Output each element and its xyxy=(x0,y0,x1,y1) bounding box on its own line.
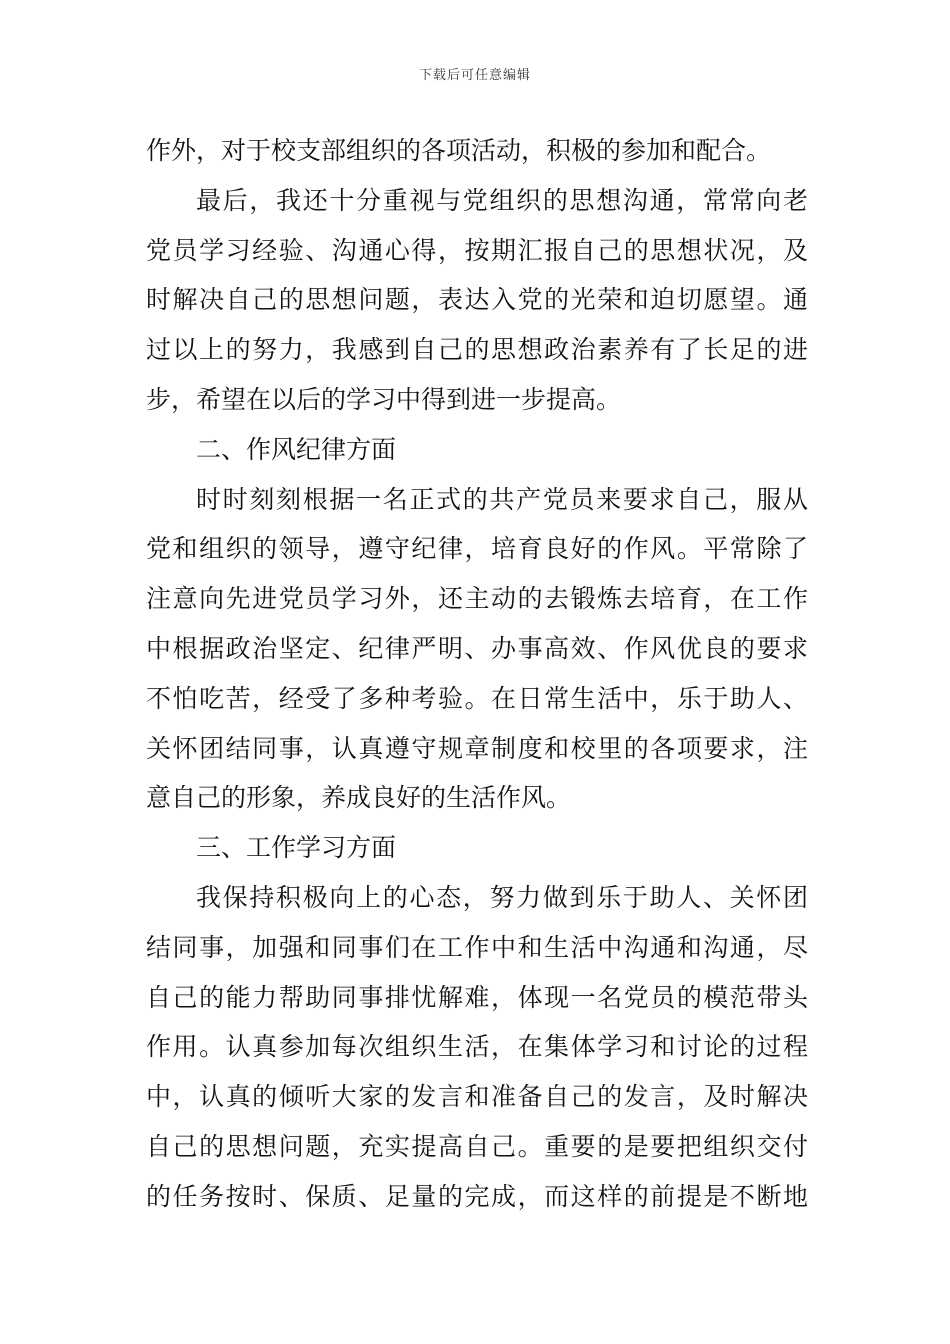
paragraph xyxy=(146,475,808,824)
text-line: 自己的思想问题，充实提高自己。重要的是要把组织交付 xyxy=(146,1131,808,1161)
text-line: 中，认真的倾听大家的发言和准备自己的发言，及时解决 xyxy=(146,1082,808,1112)
text-line: 最后，我还十分重视与党组织的思想沟通，常常向老 xyxy=(196,185,808,215)
section-heading: 二、作风纪律方面 xyxy=(196,434,397,464)
text-line: 意自己的形象，养成良好的生活作风。 xyxy=(146,783,572,813)
text-line: 注意向先进党员学习外，还主动的去锻炼去培育，在工作 xyxy=(146,584,808,614)
text-line: 我保持积极向上的心态，努力做到乐于助人、关怀团 xyxy=(196,882,808,912)
text-line: 步，希望在以后的学习中得到进一步提高。 xyxy=(146,384,622,414)
text-line: 作用。认真参加每次组织生活，在集体学习和讨论的过程 xyxy=(146,1032,808,1062)
text-line: 中根据政治坚定、纪律严明、办事高效、作风优良的要求 xyxy=(146,633,808,663)
paragraph xyxy=(146,873,808,1222)
document-body xyxy=(146,126,808,1222)
text-line: 关怀团结同事，认真遵守规章制度和校里的各项要求，注 xyxy=(146,733,808,763)
text-line: 时解决自己的思想问题，表达入党的光荣和迫切愿望。通 xyxy=(146,285,808,315)
text-line: 党员学习经验、沟通心得，按期汇报自己的思想状况，及 xyxy=(146,235,808,265)
section-heading: 三、工作学习方面 xyxy=(196,833,397,863)
text-line: 自己的能力帮助同事排忧解难，体现一名党员的模范带头 xyxy=(146,982,808,1012)
paragraph-continued xyxy=(146,126,808,176)
text-line: 党和组织的领导，遵守纪律，培育良好的作风。平常除了 xyxy=(146,534,808,564)
text-line: 的任务按时、保质、足量的完成，而这样的前提是不断地 xyxy=(146,1181,808,1211)
text-line: 时时刻刻根据一名正式的共产党员来要求自己，服从 xyxy=(196,484,808,514)
text-line: 不怕吃苦，经受了多种考验。在日常生活中，乐于助人、 xyxy=(146,683,808,713)
paragraph xyxy=(146,176,808,425)
text-line: 结同事，加强和同事们在工作中和生活中沟通和沟通，尽 xyxy=(146,932,808,962)
text-line: 过以上的努力，我感到自己的思想政治素养有了长足的进 xyxy=(146,335,808,365)
text-line: 作外，对于校支部组织的各项活动，积极的参加和配合。 xyxy=(146,136,772,165)
page-header: 下载后可任意编辑 xyxy=(418,68,531,83)
